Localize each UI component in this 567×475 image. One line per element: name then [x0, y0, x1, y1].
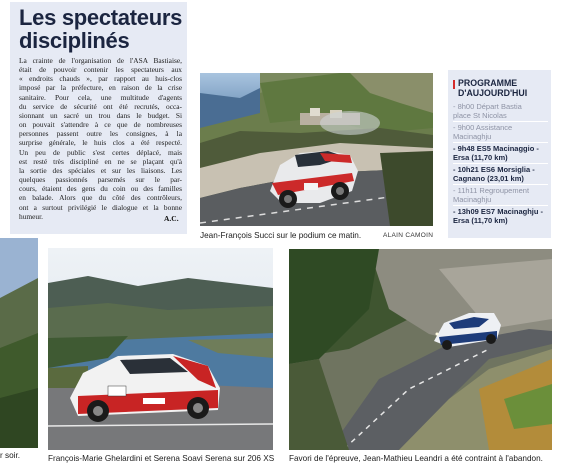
- sidebar-body-line: on pouvait s'attendre à ce que de nombreuses: [19, 120, 182, 130]
- sidebar-body-line: personnes passent outre les consignes, à la: [19, 129, 182, 139]
- sidebar-body-line: cours, étaient des gens du coin ou des familles: [19, 184, 182, 194]
- sidebar-body-line: sanitaire. Pour cela, une multitude d'agents: [19, 92, 182, 102]
- programme-separator: [453, 184, 548, 185]
- programme-item-line: Cagnano (23,01 km): [453, 174, 524, 183]
- programme-separator: [453, 142, 548, 143]
- photo-top-caption: Jean-François Succi sur le podium ce matin.: [200, 231, 362, 240]
- sidebar-body-line: « endroits chauds », par rapport au huis-clos: [19, 74, 182, 84]
- programme-item-line: Ersa (11,70 km): [453, 216, 508, 225]
- sidebar-body-line: du service de sécurité ont été recrutés, occa-: [19, 101, 182, 111]
- sidebar-body-line: sionnant un sacré un trou dans le budget. Si: [19, 110, 182, 120]
- sidebar-body-line: était de pouvoir contenir les spectateurs aux: [19, 65, 182, 75]
- programme-item-line: - 9h48 ES5 Macinaggio -: [453, 144, 539, 153]
- programme-separator: [453, 121, 548, 122]
- left-edge-caption: r soir.: [0, 451, 21, 460]
- photo-top-credit: ALAIN CAMOIN: [383, 232, 434, 239]
- sidebar-signature: A.C.: [164, 214, 179, 223]
- programme-item: [453, 144, 550, 162]
- sidebar-body-line: Un peu de public s'est certes déplacé, mais: [19, 147, 182, 157]
- sidebar-body-line: surprise générale, le huis clos a été respecté.: [19, 138, 182, 148]
- programme-item: [453, 123, 550, 141]
- sidebar-body-line: la sortie des spéciales et sur les liaisons. Les: [19, 165, 182, 175]
- programme-item-line: - 11h11 Regroupement: [453, 186, 530, 195]
- sidebar-body-line: ont a surtout privilégié le dialogue et la bonne: [19, 202, 182, 212]
- programme-item-line: - 8h00 Départ Bastia: [453, 102, 522, 111]
- sidebar-body: [19, 56, 182, 221]
- programme-item-line: - 10h21 ES6 Morsiglia -: [453, 165, 535, 174]
- programme-item-line: place St Nicolas: [453, 111, 507, 120]
- photo-bottom-left-caption: François-Marie Ghelardini et Serena Soavi Serena sur 206 XS: [48, 454, 275, 463]
- programme-item-line: - 9h00 Assistance: [453, 123, 513, 132]
- photo-bottom-right: [289, 249, 552, 450]
- programme-item: [453, 165, 550, 183]
- programme-separator: [453, 205, 548, 206]
- sidebar-body-line: quelques passionnés parsemés sur le par-: [19, 175, 182, 185]
- sidebar-title-line-1: Les spectateurs: [19, 5, 183, 30]
- programme-title: [458, 78, 550, 98]
- programme-item-line: Ersa (11,70 km): [453, 153, 508, 162]
- programme-item-line: Macinaghju: [453, 195, 492, 204]
- programme-item: [453, 207, 550, 225]
- sidebar-title: [19, 6, 184, 52]
- programme-accent-bar: [453, 80, 455, 89]
- sidebar-body-line: imposé par la préfecture, en raison de la crise: [19, 83, 182, 93]
- programme-item-line: - 13h09 ES7 Macinaghju -: [453, 207, 544, 216]
- sidebar-body-line: est resté très discipliné en ne se plaçant qu'à: [19, 156, 182, 166]
- photo-bottom-left: [48, 248, 273, 450]
- sidebar-body-line: La crainte de l'organisation de l'ASA Bastiaise,: [19, 56, 182, 65]
- programme-separator: [453, 163, 548, 164]
- sidebar-body-line: humeur.: [19, 211, 44, 221]
- sidebar-body-line: en balade. Alors que du côté des contrôleurs,: [19, 193, 182, 203]
- programme-title-line-2: D'AUJOURD'HUI: [458, 88, 528, 98]
- sidebar-title-line-2: disciplinés: [19, 28, 130, 53]
- photo-top: [200, 73, 433, 226]
- programme-item: [453, 186, 550, 204]
- programme-item-line: Macinaghju: [453, 132, 492, 141]
- programme-item: [453, 102, 550, 120]
- photo-bottom-right-caption: Favori de l'épreuve, Jean-Mathieu Leandri a été contraint à l'abandon.: [289, 454, 543, 463]
- left-edge-photo: [0, 238, 38, 448]
- programme-title-line-1: PROGRAMME: [458, 78, 518, 88]
